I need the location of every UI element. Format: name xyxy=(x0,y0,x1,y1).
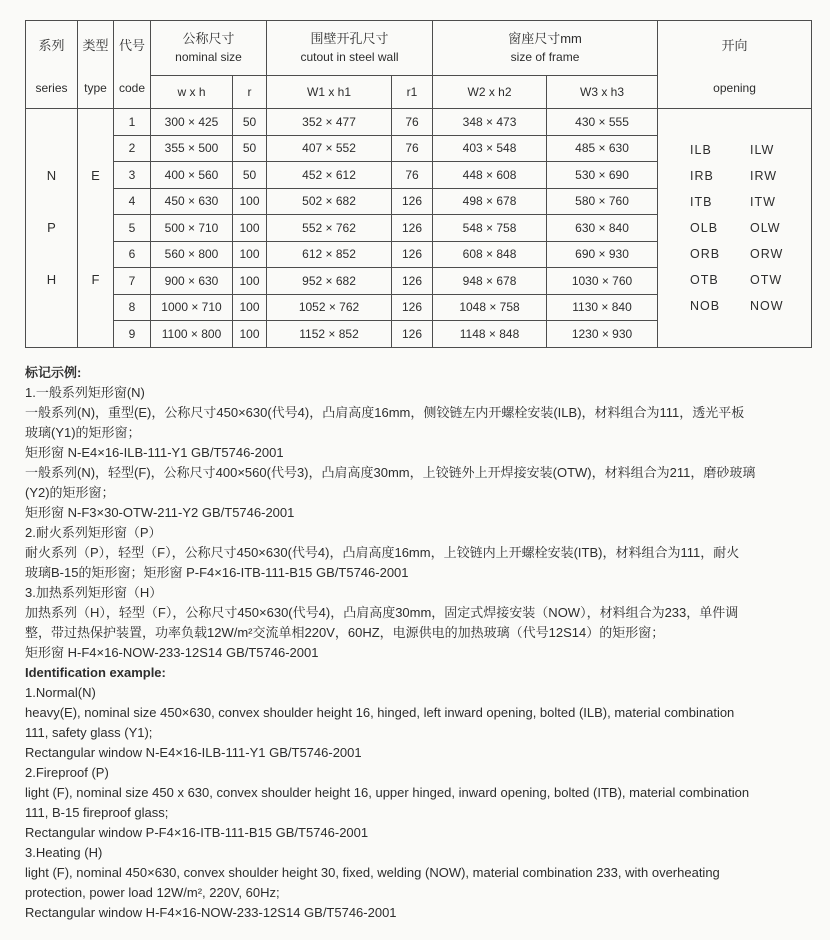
notes-line: 一般系列(N)，轻型(F)，公称尺寸400×560(代号3)，凸肩高度30mm，上铰链外上开焊接安装(OTW)，材料组合为211，磨砂玻璃 xyxy=(25,465,756,480)
notes-line: 2.Fireproof (P) xyxy=(25,765,109,780)
header-opening-en: opening xyxy=(713,80,756,95)
opening-code-row xyxy=(658,163,811,189)
cell-w1h1: 1152 × 852 xyxy=(267,321,392,348)
notes-line: 整，带过热保护装置，功率负载12W/m²交流单相220V，60HZ，电源供电的加热玻璃（代号12S14）的矩形窗； xyxy=(25,625,665,640)
notes-line: 3.Heating (H) xyxy=(25,845,103,860)
header-w2h2: W2 x h2 xyxy=(433,75,547,108)
cell-r1: 76 xyxy=(392,135,433,162)
cell-r1: 126 xyxy=(392,188,433,215)
table-body xyxy=(26,109,812,348)
header-type xyxy=(78,21,114,109)
cell-wxh: 560 × 800 xyxy=(151,241,233,268)
header-w3h3: W3 x h3 xyxy=(547,75,658,108)
opening-code: OTB xyxy=(690,272,719,287)
notes-line: 一般系列(N)，重型(E)，公称尺寸450×630(代号4)，凸肩高度16mm，侧铰链左内开螺栓安装(ILB)，材料组合为111，透光平板 xyxy=(25,405,745,420)
notes xyxy=(25,363,820,923)
opening-code-row xyxy=(658,293,811,319)
header-type-cn: 类型 xyxy=(82,37,109,53)
opening-code: NOB xyxy=(690,298,721,313)
cell-r: 100 xyxy=(233,294,267,321)
opening-code-row xyxy=(658,137,811,163)
notes-line: 1.一般系列矩形窗(N) xyxy=(25,385,145,400)
cell-wxh: 1000 × 710 xyxy=(151,294,233,321)
notes-line: light (F), nominal 450×630, convex shoulder height 30, fixed, welding (NOW), material combination 233, with overheating xyxy=(25,865,720,880)
cell-w1h1: 552 × 762 xyxy=(267,215,392,242)
cell-w2h2: 1148 × 848 xyxy=(433,321,547,348)
header-cutout xyxy=(267,21,433,76)
opening-code: IRB xyxy=(690,168,714,183)
cell-code: 2 xyxy=(114,135,151,162)
notes-line: 3.加热系列矩形窗（H） xyxy=(25,585,163,600)
series-cell xyxy=(26,109,78,348)
header-opening xyxy=(658,21,812,109)
header-row-groups xyxy=(26,21,812,76)
series-value: P xyxy=(47,219,56,235)
cell-w1h1: 1052 × 762 xyxy=(267,294,392,321)
series-value: H xyxy=(46,271,57,287)
cell-w1h1: 452 × 612 xyxy=(267,162,392,189)
opening-code: NOW xyxy=(750,298,784,313)
notes-line: Rectangular window N-E4×16-ILB-111-Y1 GB/T5746-2001 xyxy=(25,745,362,760)
cell-w3h3: 1030 × 760 xyxy=(547,268,658,295)
notes-line: Rectangular window P-F4×16-ITB-111-B15 GB/T5746-2001 xyxy=(25,825,369,840)
cell-r1: 126 xyxy=(392,321,433,348)
opening-code: ORB xyxy=(690,246,721,261)
opening-code-row xyxy=(658,267,811,293)
header-frame-cn: 窗座尺寸mm xyxy=(508,30,582,46)
cell-w1h1: 352 × 477 xyxy=(267,109,392,136)
notes-line: 玻璃(Y1)的矩形窗； xyxy=(25,425,141,440)
cell-r1: 126 xyxy=(392,241,433,268)
cell-code: 8 xyxy=(114,294,151,321)
notes-line: 111, B-15 fireproof glass; xyxy=(25,805,169,820)
header-nominal-cn: 公称尺寸 xyxy=(182,30,235,46)
notes-heading: Identification example: xyxy=(25,665,166,680)
header-r: r xyxy=(233,75,267,108)
notes-line: light (F), nominal size 450 x 630, convex shoulder height 16, upper hinged, inward opening, bolted (ITB), material combination xyxy=(25,785,750,800)
header-type-en: type xyxy=(84,80,107,95)
notes-line: 111, safety glass (Y1); xyxy=(25,725,153,740)
header-code xyxy=(114,21,151,109)
cell-r: 50 xyxy=(233,162,267,189)
cell-w3h3: 430 × 555 xyxy=(547,109,658,136)
cell-r: 100 xyxy=(233,268,267,295)
type-value: F xyxy=(91,271,100,287)
header-cutout-en: cutout in steel wall xyxy=(300,49,399,64)
header-frame-en: size of frame xyxy=(510,49,580,64)
header-r1: r1 xyxy=(392,75,433,108)
opening-code: ITB xyxy=(690,194,713,209)
opening-code: ORW xyxy=(750,246,784,261)
cell-r1: 76 xyxy=(392,162,433,189)
cell-r: 100 xyxy=(233,241,267,268)
cell-r1: 76 xyxy=(392,109,433,136)
cell-w1h1: 952 × 682 xyxy=(267,268,392,295)
cell-w3h3: 580 × 760 xyxy=(547,188,658,215)
cell-w3h3: 485 × 630 xyxy=(547,135,658,162)
cell-r: 50 xyxy=(233,109,267,136)
cell-wxh: 355 × 500 xyxy=(151,135,233,162)
cell-w2h2: 948 × 678 xyxy=(433,268,547,295)
header-frame-size xyxy=(433,21,658,76)
header-code-en: code xyxy=(118,80,146,95)
cell-r1: 126 xyxy=(392,268,433,295)
cell-w2h2: 608 × 848 xyxy=(433,241,547,268)
opening-code: OLB xyxy=(690,220,719,235)
header-series-cn: 系列 xyxy=(38,37,65,53)
opening-code: ITW xyxy=(750,194,776,209)
cell-r: 100 xyxy=(233,321,267,348)
cell-w3h3: 630 × 840 xyxy=(547,215,658,242)
cell-code: 7 xyxy=(114,268,151,295)
opening-code-row xyxy=(658,241,811,267)
opening-code: ILW xyxy=(750,142,775,157)
notes-line: 1.Normal(N) xyxy=(25,685,96,700)
dimensions-table xyxy=(25,20,812,348)
cell-w2h2: 448 × 608 xyxy=(433,162,547,189)
header-opening-cn: 开向 xyxy=(721,37,748,53)
cell-w3h3: 530 × 690 xyxy=(547,162,658,189)
cell-r1: 126 xyxy=(392,215,433,242)
opening-code-row xyxy=(658,189,811,215)
cell-code: 6 xyxy=(114,241,151,268)
cell-wxh: 1100 × 800 xyxy=(151,321,233,348)
cell-w2h2: 403 × 548 xyxy=(433,135,547,162)
cell-r1: 126 xyxy=(392,294,433,321)
cell-wxh: 900 × 630 xyxy=(151,268,233,295)
header-series-en: series xyxy=(35,80,68,95)
notes-line: Rectangular window H-F4×16-NOW-233-12S14 GB/T5746-2001 xyxy=(25,905,397,920)
notes-line: 加热系列（H），轻型（F），公称尺寸450×630(代号4)，凸肩高度30mm，固定式焊接安装（NOW），材料组合为233，单件调 xyxy=(25,605,739,620)
cell-w3h3: 1230 × 930 xyxy=(547,321,658,348)
cell-wxh: 300 × 425 xyxy=(151,109,233,136)
notes-line: 2.耐火系列矩形窗（P） xyxy=(25,525,162,540)
cell-w1h1: 612 × 852 xyxy=(267,241,392,268)
cell-w3h3: 690 × 930 xyxy=(547,241,658,268)
header-code-cn: 代号 xyxy=(118,37,145,53)
header-w1h1: W1 x h1 xyxy=(267,75,392,108)
notes-line: (Y2)的矩形窗； xyxy=(25,485,115,500)
cell-w2h2: 348 × 473 xyxy=(433,109,547,136)
opening-code-row xyxy=(658,215,811,241)
cell-r: 100 xyxy=(233,188,267,215)
header-series xyxy=(26,21,78,109)
cell-w2h2: 498 × 678 xyxy=(433,188,547,215)
cell-r: 100 xyxy=(233,215,267,242)
cell-wxh: 500 × 710 xyxy=(151,215,233,242)
cell-w3h3: 1130 × 840 xyxy=(547,294,658,321)
header-nominal-en: nominal size xyxy=(175,49,242,64)
header-nominal-size xyxy=(151,21,267,76)
notes-line: protection, power load 12W/m², 220V, 60Hz; xyxy=(25,885,280,900)
notes-line: 玻璃B-15的矩形窗；矩形窗 P-F4×16-ITB-111-B15 GB/T5746-2001 xyxy=(25,565,409,580)
notes-line: 耐火系列（P），轻型（F），公称尺寸450×630(代号4)，凸肩高度16mm，上铰链内上开螺栓安装(ITB)，材料组合为111，耐火 xyxy=(25,545,740,560)
header-wxh: w x h xyxy=(151,75,233,108)
cell-code: 4 xyxy=(114,188,151,215)
cell-w2h2: 1048 × 758 xyxy=(433,294,547,321)
cell-code: 5 xyxy=(114,215,151,242)
table-row xyxy=(26,109,812,136)
cell-wxh: 400 × 560 xyxy=(151,162,233,189)
notes-line: 矩形窗 N-E4×16-ILB-111-Y1 GB/T5746-2001 xyxy=(25,445,284,460)
notes-line: heavy(E), nominal size 450×630, convex shoulder height 16, hinged, left inward opening, bolted (ILB), material combination xyxy=(25,705,735,720)
notes-line: 矩形窗 N-F3×30-OTW-211-Y2 GB/T5746-2001 xyxy=(25,505,295,520)
cell-code: 9 xyxy=(114,321,151,348)
opening-code: OLW xyxy=(750,220,781,235)
type-cell xyxy=(78,109,114,348)
header-cutout-cn: 围壁开孔尺寸 xyxy=(310,30,389,46)
cell-wxh: 450 × 630 xyxy=(151,188,233,215)
opening-code: IRW xyxy=(750,168,778,183)
opening-code: OTW xyxy=(750,272,783,287)
notes-heading: 标记示例: xyxy=(25,365,82,380)
opening-cell xyxy=(658,109,812,348)
notes-line: 矩形窗 H-F4×16-NOW-233-12S14 GB/T5746-2001 xyxy=(25,645,319,660)
cell-code: 3 xyxy=(114,162,151,189)
cell-code: 1 xyxy=(114,109,151,136)
cell-w2h2: 548 × 758 xyxy=(433,215,547,242)
cell-r: 50 xyxy=(233,135,267,162)
cell-w1h1: 502 × 682 xyxy=(267,188,392,215)
opening-code: ILB xyxy=(690,142,712,157)
type-value: E xyxy=(91,167,100,183)
cell-w1h1: 407 × 552 xyxy=(267,135,392,162)
series-value: N xyxy=(46,167,57,183)
